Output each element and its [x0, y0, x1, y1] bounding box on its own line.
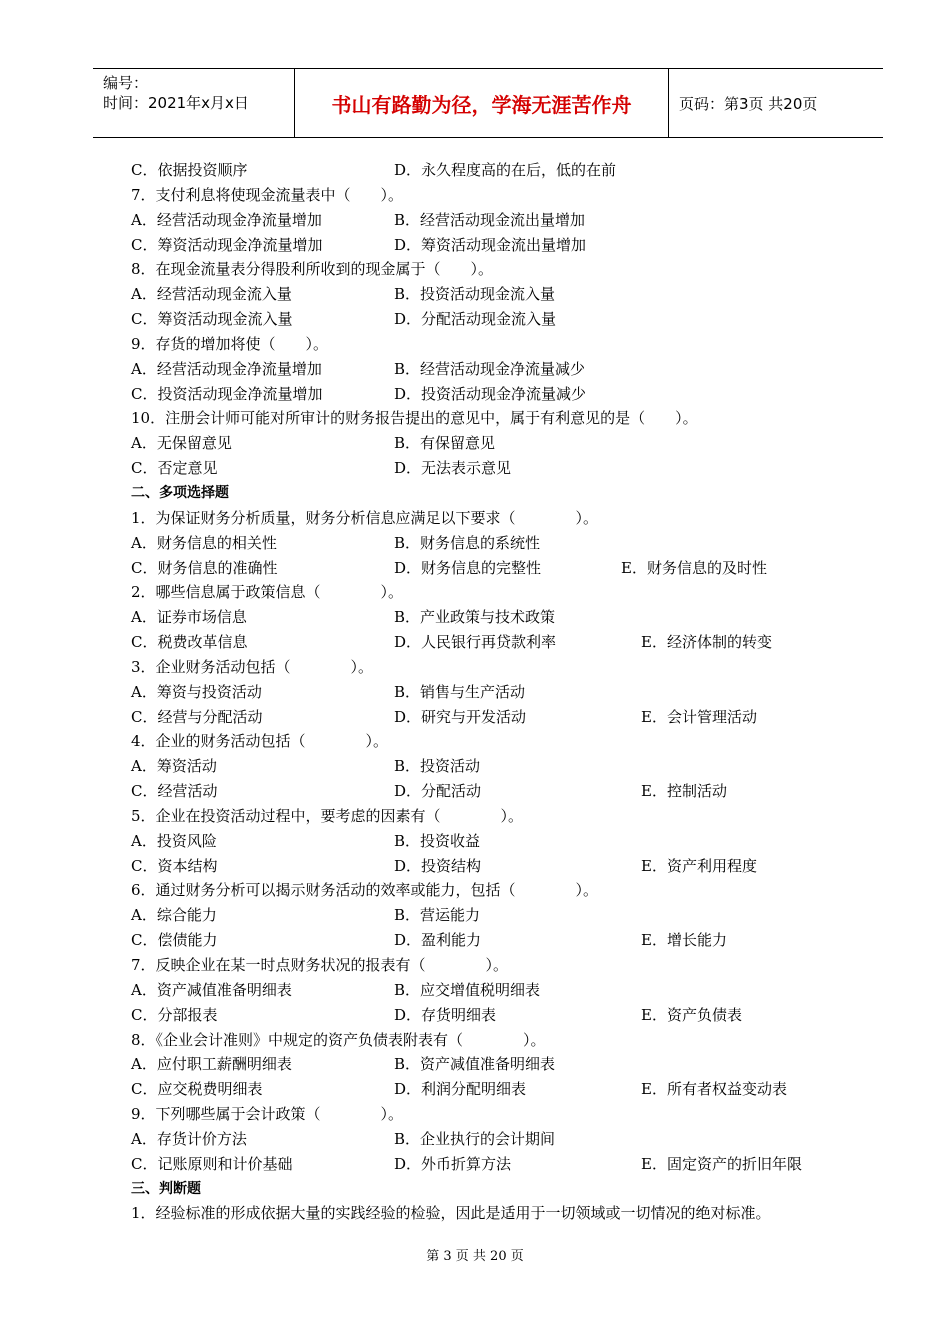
- option-line: [131, 431, 851, 456]
- option-c2: D．财务信息的完整性: [394, 558, 542, 577]
- section-title: 二、多项选择题: [131, 484, 229, 501]
- option-c2: B．资产减值准备明细表: [394, 1055, 556, 1074]
- option-line: [131, 1127, 851, 1152]
- option-c3: E．财务信息的及时性: [621, 558, 767, 577]
- option-line: [131, 829, 851, 854]
- question-line: [131, 406, 851, 431]
- option-c1: A．经营活动现金流入量: [131, 285, 292, 304]
- option-c2: D．外币折算方法: [394, 1154, 512, 1173]
- option-line: [131, 605, 851, 630]
- option-c1: C．经营活动: [131, 782, 218, 801]
- option-line: [131, 978, 851, 1003]
- question-text: 9．存货的增加将使（ ）。: [131, 334, 329, 353]
- question-text: 7．支付利息将使现金流量表中（ ）。: [131, 185, 404, 204]
- header-meta: [93, 69, 295, 137]
- option-c1: A．经营活动现金净流量增加: [131, 359, 322, 378]
- question-text: 6．通过财务分析可以揭示财务活动的效率或能力，包括（ ）。: [131, 881, 599, 900]
- option-c2: B．投资收益: [394, 831, 481, 850]
- option-c3: E．会计管理活动: [641, 707, 757, 726]
- question-line: [131, 257, 851, 282]
- option-line: [131, 456, 851, 481]
- option-c1: C．税费改革信息: [131, 633, 248, 652]
- question-text: 1．经验标准的形成依据大量的实践经验的检验，因此是适用于一切领域或一切情况的绝对标准。: [131, 1204, 771, 1223]
- option-c1: A．综合能力: [131, 906, 217, 925]
- option-c2: D．人民银行再贷款利率: [394, 633, 557, 652]
- option-c1: A．财务信息的相关性: [131, 533, 277, 552]
- question-text: 4．企业的财务活动包括（ ）。: [131, 732, 389, 751]
- option-line: [131, 1052, 851, 1077]
- question-text: 3．企业财务活动包括（ ）。: [131, 657, 374, 676]
- option-c1: C．应交税费明细表: [131, 1080, 263, 1099]
- option-c2: D．研究与开发活动: [394, 707, 527, 726]
- question-line: [131, 506, 851, 531]
- question-line: [131, 1201, 851, 1226]
- option-line: [131, 779, 851, 804]
- option-line: [131, 754, 851, 779]
- question-line: [131, 183, 851, 208]
- option-line: [131, 233, 851, 258]
- option-c2: D．分配活动: [394, 782, 482, 801]
- question-text: 2．哪些信息属于政策信息（ ）。: [131, 583, 404, 602]
- header-page-label: 页码：第3页 共20页: [679, 94, 818, 113]
- option-c1: A．存货计价方法: [131, 1129, 247, 1148]
- option-line: [131, 705, 851, 730]
- question-line: [131, 804, 851, 829]
- option-c1: C．筹资活动现金流入量: [131, 310, 293, 329]
- option-line: [131, 1003, 851, 1028]
- option-c2: D．分配活动现金流入量: [394, 310, 557, 329]
- option-c2: B．营运能力: [394, 906, 481, 925]
- option-line: [131, 382, 851, 407]
- option-c2: D．盈利能力: [394, 931, 482, 950]
- option-line: [131, 307, 851, 332]
- option-line: [131, 282, 851, 307]
- page-header: [93, 68, 883, 138]
- option-c1: C．分部报表: [131, 1005, 218, 1024]
- question-text: 7．反映企业在某一时点财务状况的报表有（ ）。: [131, 956, 509, 974]
- option-c1: C．财务信息的准确性: [131, 558, 278, 577]
- option-c3: E．资产利用程度: [641, 856, 757, 875]
- question-line: [131, 1028, 851, 1053]
- question-line: [131, 655, 851, 680]
- question-text: 8．在现金流量表分得股利所收到的现金属于（ ）。: [131, 260, 494, 279]
- section-heading: [131, 1177, 851, 1202]
- option-c1: A．筹资与投资活动: [131, 682, 262, 701]
- option-c1: C．筹资活动现金净流量增加: [131, 235, 323, 254]
- option-line: [131, 357, 851, 382]
- option-line: [131, 854, 851, 879]
- option-line: [131, 1152, 851, 1177]
- question-text: 5．企业在投资活动过程中，要考虑的因素有（ ）。: [131, 806, 524, 825]
- option-c2: D．投资活动现金净流量减少: [394, 384, 587, 403]
- option-c1: A．筹资活动: [131, 757, 217, 776]
- option-c2: B．销售与生产活动: [394, 682, 526, 701]
- option-c1: C．经营与分配活动: [131, 707, 263, 726]
- option-line: [131, 531, 851, 556]
- document-time-label: 时间：2021年x月x日: [103, 94, 249, 112]
- option-c3: E．固定资产的折旧年限: [641, 1154, 802, 1173]
- option-c2: D．永久程度高的在后，低的在前: [394, 161, 617, 179]
- section-heading: [131, 481, 851, 506]
- option-line: [131, 630, 851, 655]
- option-c1: A．资产减值准备明细表: [131, 980, 292, 999]
- option-c2: B．财务信息的系统性: [394, 533, 541, 552]
- question-text: 1．为保证财务分析质量，财务分析信息应满足以下要求（ ）。: [131, 508, 599, 527]
- option-c1: A．无保留意见: [131, 434, 232, 453]
- option-line: [131, 556, 851, 581]
- option-c1: C．偿债能力: [131, 931, 218, 950]
- question-text: 9．下列哪些属于会计政策（ ）。: [131, 1105, 404, 1124]
- option-c1: C．记账原则和计价基础: [131, 1154, 293, 1173]
- option-c2: D．投资结构: [394, 856, 482, 875]
- option-c2: B．有保留意见: [394, 434, 496, 453]
- option-line: [131, 903, 851, 928]
- question-line: [131, 1102, 851, 1127]
- option-line: [131, 928, 851, 953]
- option-c1: A．投资风险: [131, 831, 217, 850]
- question-list: [131, 158, 851, 1226]
- header-motto: 书山有路勤为径，学海无涯苦作舟: [295, 69, 669, 137]
- option-c2: B．投资活动现金流入量: [394, 285, 556, 304]
- option-c2: D．利润分配明细表: [394, 1080, 527, 1099]
- question-text: 8．《企业会计准则》中规定的资产负债表附表有（ ）。: [131, 1030, 546, 1049]
- option-c2: D．无法表示意见: [394, 459, 512, 478]
- option-c3: E．经济体制的转变: [641, 633, 772, 652]
- option-c2: D．存货明细表: [394, 1005, 497, 1024]
- option-c2: B．经营活动现金流出量增加: [394, 210, 586, 229]
- option-c1: A．经营活动现金净流量增加: [131, 210, 322, 229]
- option-c1: C．依据投资顺序: [131, 161, 248, 179]
- question-line: [131, 953, 851, 978]
- option-c1: A．应付职工薪酬明细表: [131, 1055, 292, 1074]
- option-c2: D．筹资活动现金流出量增加: [394, 235, 587, 254]
- question-line: [131, 878, 851, 903]
- option-c2: B．产业政策与技术政策: [394, 608, 556, 627]
- option-c2: B．企业执行的会计期间: [394, 1129, 556, 1148]
- question-line: [131, 729, 851, 754]
- option-c2: B．经营活动现金净流量减少: [394, 359, 586, 378]
- option-c1: C．否定意见: [131, 459, 218, 478]
- option-c3: E．资产负债表: [641, 1005, 742, 1024]
- option-c1: A．证券市场信息: [131, 608, 247, 627]
- option-c2: B．投资活动: [394, 757, 481, 776]
- option-c2: B．应交增值税明细表: [394, 980, 541, 999]
- page-footer: 第 3 页 共 20 页: [426, 1249, 524, 1264]
- option-c3: E．所有者权益变动表: [641, 1080, 787, 1099]
- question-text: 10．注册会计师可能对所审计的财务报告提出的意见中，属于有利意见的是（ ）。: [131, 409, 698, 428]
- document-number-label: 编号：: [103, 74, 149, 92]
- section-title: 三、判断题: [131, 1180, 201, 1197]
- option-line: [131, 158, 851, 183]
- option-c3: E．控制活动: [641, 782, 727, 801]
- option-c1: C．资本结构: [131, 856, 218, 875]
- question-line: [131, 580, 851, 605]
- option-c1: C．投资活动现金净流量增加: [131, 384, 323, 403]
- option-c3: E．增长能力: [641, 931, 727, 950]
- option-line: [131, 1077, 851, 1102]
- option-line: [131, 680, 851, 705]
- option-line: [131, 208, 851, 233]
- question-line: [131, 332, 851, 357]
